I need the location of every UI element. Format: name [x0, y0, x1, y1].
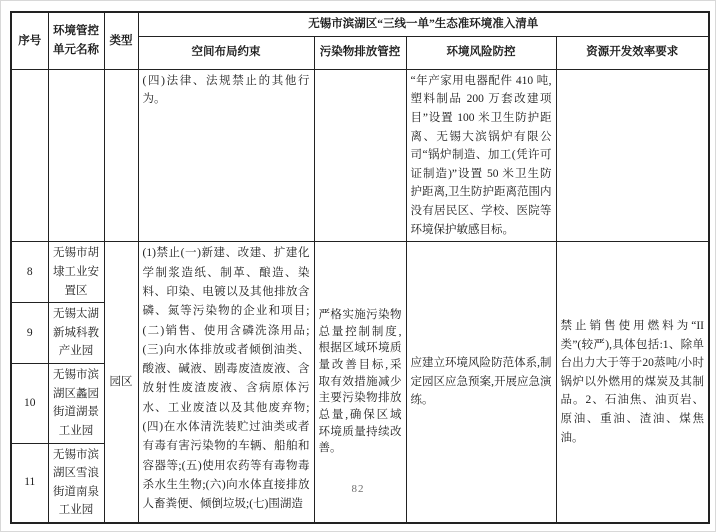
- continuation-row: [11, 69, 709, 242]
- header-seq: 序号: [11, 12, 48, 69]
- header-resource-efficiency: 资源开发效率要求: [556, 36, 709, 69]
- cell-risk-merged: 应建立环境风险防范体系,制定园区应急预案,开展应急演练。: [406, 242, 556, 523]
- cell-spatial-merged: (1)禁止(一)新建、改建、扩建化学制浆造纸、制革、酿造、染料、印染、电镀以及其他排放含磷、氮等污染物的企业和项目;(二)销售、使用含磷洗涤用品;(三)向水体排放或者倾倒油类、酸液、碱液、剧毒废渣废液、含放射性废渣废液、含病原体污水、工业废渣以及其他废弃物;(四)在水体清洗装贮过油类或者有毒有害污染物的车辆、船舶和容器等;(五)使用农药等有毒物毒杀水生生物;(六)向水体直接排放人畜粪便、倾倒垃圾;(七)围湖造: [138, 242, 314, 523]
- cell-unit-name: 无锡市滨湖区雪浪街道南泉工业园: [48, 443, 104, 523]
- cell-type-merged: 园区: [104, 242, 138, 523]
- cell-seq-empty: [11, 69, 48, 242]
- cell-spatial-continuation: (四)法律、法规禁止的其他行为。: [138, 69, 314, 242]
- cell-pollution-merged: 严格实施污染物总量控制制度,根据区域环境质量改善目标,采取有效措施减少主要污染物排放总量,确保区域环境质量持续改善。: [314, 242, 406, 523]
- page-number: 82: [351, 483, 365, 495]
- cell-resource-empty: [556, 69, 709, 242]
- cell-unit-name: 无锡市滨湖区蠡园街道湖景工业园: [48, 364, 104, 444]
- header-unit-name: 环境管控单元名称: [48, 12, 104, 69]
- cell-seq: 10: [11, 364, 48, 444]
- header-pollution-control: 污染物排放管控: [314, 36, 406, 69]
- cell-resource-merged: 禁止销售使用燃料为“II类”(较严),具体包括:1、除单台出力大于等于20蒸吨/小时锅炉以外燃用的煤炭及其制品。2、石油焦、油页岩、原油、重油、渣油、煤焦油。: [556, 242, 709, 523]
- cell-seq: 11: [11, 443, 48, 523]
- header-type: 类型: [104, 12, 138, 69]
- cell-risk-continuation: “年产家用电器配件 410 吨,塑料制品 200 万套改建项目”设置 100 米卫生防护距离、无锡大滨锅炉有限公司“锅炉制造、加工(凭许可证制造)”设置 50 米卫生防护距离,卫生防护距离范围内没有居民区、学校、医院等环境保护敏感目标。: [406, 69, 556, 242]
- cell-type-empty: [104, 69, 138, 242]
- header-risk-control: 环境风险防控: [406, 36, 556, 69]
- cell-seq: 9: [11, 303, 48, 364]
- admission-list-table: [10, 11, 710, 524]
- cell-unit-name: 无锡太湖新城科教产业园: [48, 303, 104, 364]
- table-row: [11, 242, 709, 303]
- header-span-title: 无锡市滨湖区“三线一单”生态准环境准入清单: [138, 12, 709, 36]
- cell-seq: 8: [11, 242, 48, 303]
- header-spatial-constraint: 空间布局约束: [138, 36, 314, 69]
- cell-unit-empty: [48, 69, 104, 242]
- table-header-title-row: [11, 12, 709, 36]
- cell-unit-name: 无锡市胡埭工业安置区: [48, 242, 104, 303]
- cell-pollution-empty: [314, 69, 406, 242]
